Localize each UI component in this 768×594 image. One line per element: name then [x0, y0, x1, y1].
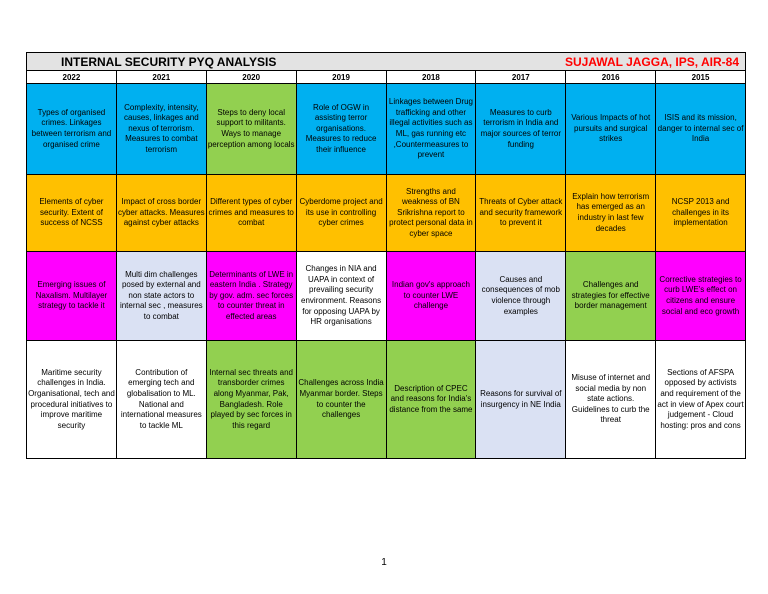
page-number: 1	[381, 557, 387, 568]
page-title: INTERNAL SECURITY PYQ ANALYSIS	[61, 54, 277, 69]
author-label: SUJAWAL JAGGA, IPS, AIR-84	[564, 54, 739, 69]
table-cell: Causes and consequences of mob violence through examples	[476, 252, 566, 341]
table-cell: Emerging issues of Naxalism. Multilayer strategy to tackle it	[27, 252, 117, 341]
table-cell: Maritime security challenges in India. Organisational, tech and procedural initiatives to improve maritime security	[27, 341, 117, 459]
table-cell: Strengths and weakness of BN Srikrishna report to protect personal data in cyber space	[386, 175, 476, 252]
table-cell: Reasons for survival of insurgency in NE India	[476, 341, 566, 459]
table-cell: Linkages between Drug trafficking and other illegal activities such as ML, gas running etc ,Countermeasures to prevent	[386, 84, 476, 175]
table-cell: Internal sec threats and transborder crimes along Myanmar, Pak, Bangladesh. Role played by sec forces in this regard	[206, 341, 296, 459]
table-cell: Challenges and strategies for effective border management	[566, 252, 656, 341]
table-cell: Various Impacts of hot pursuits and surgical strikes	[566, 84, 656, 175]
table-cell: Misuse of internet and social media by non state actions. Guidelines to curb the threat	[566, 341, 656, 459]
table-cell: Types of organised crimes. Linkages between terrorism and organised crime	[27, 84, 117, 175]
table-cell: Steps to deny local support to militants. Ways to manage perception among locals	[206, 84, 296, 175]
table-cell: Complexity, intensity, causes, linkages and nexus of terrorism. Measures to combat terrorism	[116, 84, 206, 175]
table-cell: Elements of cyber security. Extent of success of NCSS	[27, 175, 117, 252]
table-cell: Impact of cross border cyber attacks. Measures against cyber attacks	[116, 175, 206, 252]
title-bar	[26, 52, 746, 70]
table-cell: Sections of AFSPA opposed by activists and requirement of the act in view of Apex court judgement - Cloud hosting: pros and cons	[656, 341, 746, 459]
year-header: 2019	[296, 71, 386, 84]
table-row	[27, 175, 746, 252]
table-cell: Changes in NIA and UAPA in context of prevailing security environment. Reasons for opposing UAPA by HR organisations	[296, 252, 386, 341]
table-cell: Contribution of emerging tech and globalisation to ML. National and international measures to tackle ML	[116, 341, 206, 459]
year-header: 2015	[656, 71, 746, 84]
table-cell: Measures to curb terrorism in India and major sources of terror funding	[476, 84, 566, 175]
table-row	[27, 252, 746, 341]
year-header: 2021	[116, 71, 206, 84]
pyq-table	[26, 70, 746, 459]
year-header: 2022	[27, 71, 117, 84]
year-header: 2017	[476, 71, 566, 84]
table-cell: Determinants of LWE in eastern India . Strategy by gov. adm. sec forces to counter threat in effected areas	[206, 252, 296, 341]
table-cell: NCSP 2013 and challenges in its implementation	[656, 175, 746, 252]
year-header: 2016	[566, 71, 656, 84]
pyq-sheet	[26, 52, 746, 459]
table-cell: Challenges across India Myanmar border. Steps to counter the challenges	[296, 341, 386, 459]
table-cell: Description of CPEC and reasons for India's distance from the same	[386, 341, 476, 459]
table-cell: Multi dim challenges posed by external and non state actors to internal sec , measures to combat	[116, 252, 206, 341]
table-cell: ISIS and its mission, danger to internal sec of India	[656, 84, 746, 175]
table-cell: Role of OGW in assisting terror organisations. Measures to reduce their influence	[296, 84, 386, 175]
table-cell: Indian gov's approach to counter LWE challenge	[386, 252, 476, 341]
table-row	[27, 84, 746, 175]
year-header-row	[27, 71, 746, 84]
table-row	[27, 341, 746, 459]
table-cell: Corrective strategies to curb LWE's effect on citizens and ensure social and eco growth	[656, 252, 746, 341]
year-header: 2020	[206, 71, 296, 84]
table-cell: Threats of Cyber attack and security framework to prevent it	[476, 175, 566, 252]
table-cell: Explain how terrorism has emerged as an industry in last few decades	[566, 175, 656, 252]
table-cell: Cyberdome project and its use in controlling cyber crimes	[296, 175, 386, 252]
table-cell: Different types of cyber crimes and measures to combat	[206, 175, 296, 252]
year-header: 2018	[386, 71, 476, 84]
